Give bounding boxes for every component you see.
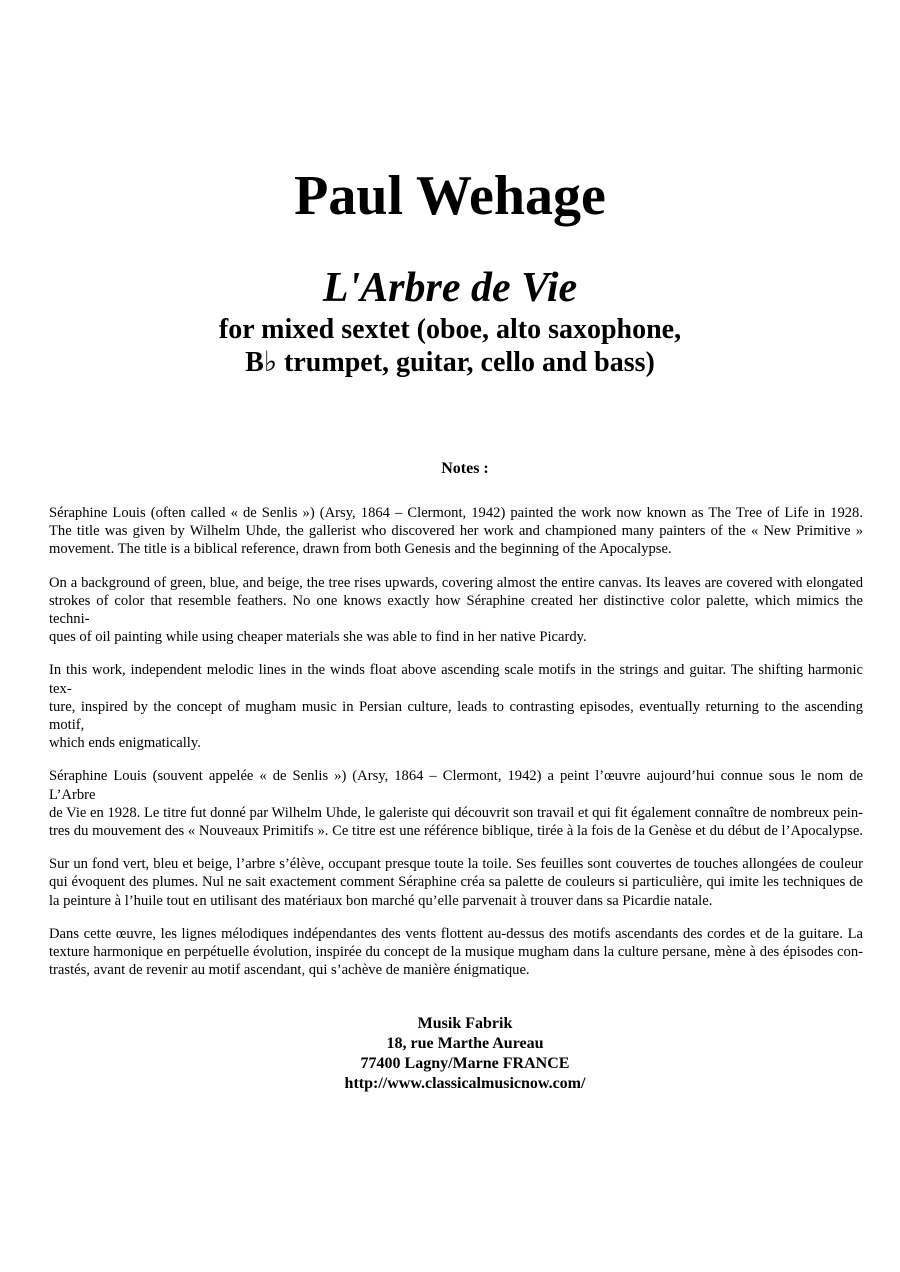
notes-paragraph-fr-3 [49,925,863,980]
publisher-url: http://www.classicalmusicnow.com/ [344,1075,586,1092]
instrumentation-line-1: for mixed sextet (oboe, alto saxophone, [218,314,682,345]
notes-line: texture harmonique en perpétuelle évolution, inspirée du concept de la musique mugham dans la culture persane, mène à des épisodes con- [49,944,863,961]
work-title: L'Arbre de Vie [322,265,578,311]
notes-line: which ends enigmatically. [49,735,201,752]
notes-line: de Vie en 1928. Le titre fut donné par Wilhelm Uhde, le galeriste qui découvrit son travail et qui fit également connaître de nombreux pein- [49,804,863,821]
notes-line: The title was given by Wilhelm Uhde, the gallerist who discovered her work and championed many painters of the « New Primitive » [49,523,863,540]
publisher-city: 77400 Lagny/Marne FRANCE [360,1055,570,1072]
publisher-name: Musik Fabrik [417,1015,513,1032]
publisher-street: 18, rue Marthe Aureau [386,1035,544,1052]
notes-line: movement. The title is a biblical reference, drawn from both Genesis and the beginning of the Apocalypse. [49,541,672,558]
notes-paragraph-en-3 [49,661,863,752]
notes-paragraph-fr-1 [49,767,863,840]
notes-line: Dans cette œuvre, les lignes mélodiques indépendantes des vents flottent au-dessus des motifs ascendants des cordes et de la guitare. La [49,925,863,942]
notes-paragraph-en-1 [49,504,863,559]
notes-body [49,504,863,994]
notes-line: la peinture à l’huile tout en utilisant des matériaux bon marché qu’elle parvenait à trouver dans sa Picardie natale. [49,892,713,909]
notes-line: qui évoquent des plumes. Nul ne sait exactement comment Séraphine créa sa palette de couleurs si particulière, qui imite les techniques de [49,874,863,891]
notes-line: ques of oil painting while using cheaper materials she was able to find in her native Picardy. [49,629,587,646]
notes-line: In this work, independent melodic lines in the winds float above ascending scale motifs in the strings and guitar. The shifting harmonic tex- [49,662,863,697]
notes-line: trastés, avant de revenir au motif ascendant, qui s’achève de manière énigmatique. [49,962,530,979]
notes-heading: Notes : [441,460,489,477]
notes-line: Séraphine Louis (often called « de Senlis ») (Arsy, 1864 – Clermont, 1942) painted the work now known as The Tree of Life in 1928. [49,505,863,521]
instrumentation-line-2: B♭ trumpet, guitar, cello and bass) [245,347,655,378]
notes-line: tres du mouvement des « Nouveaux Primitifs ». Ce titre est une référence biblique, tirée à la fois de la Genèse et du début de l’Apocalypse. [49,823,863,840]
composer-name: Paul Wehage [294,165,606,227]
notes-line: ture, inspired by the concept of mugham music in Persian culture, leads to contrasting episodes, eventually returning to the ascending motif, [49,698,863,734]
notes-line: strokes of color that resemble feathers. No one knows exactly how Séraphine created her distinctive color palette, which mimics the techni- [49,592,863,628]
notes-line: On a background of green, blue, and beige, the tree rises upwards, covering almost the entire canvas. Its leaves are covered with elongated [49,574,863,591]
notes-line: Séraphine Louis (souvent appelée « de Senlis ») (Arsy, 1864 – Clermont, 1942) a peint l’œuvre aujourd’hui connue sous le nom de L’Arbre [49,768,863,803]
notes-paragraph-fr-2 [49,855,863,910]
notes-paragraph-en-2 [49,574,863,647]
notes-line: Sur un fond vert, bleu et beige, l’arbre s’élève, occupant presque toute la toile. Ses feuilles sont couvertes de touches allongées de couleur [49,856,863,873]
publisher-block [0,1014,900,1094]
